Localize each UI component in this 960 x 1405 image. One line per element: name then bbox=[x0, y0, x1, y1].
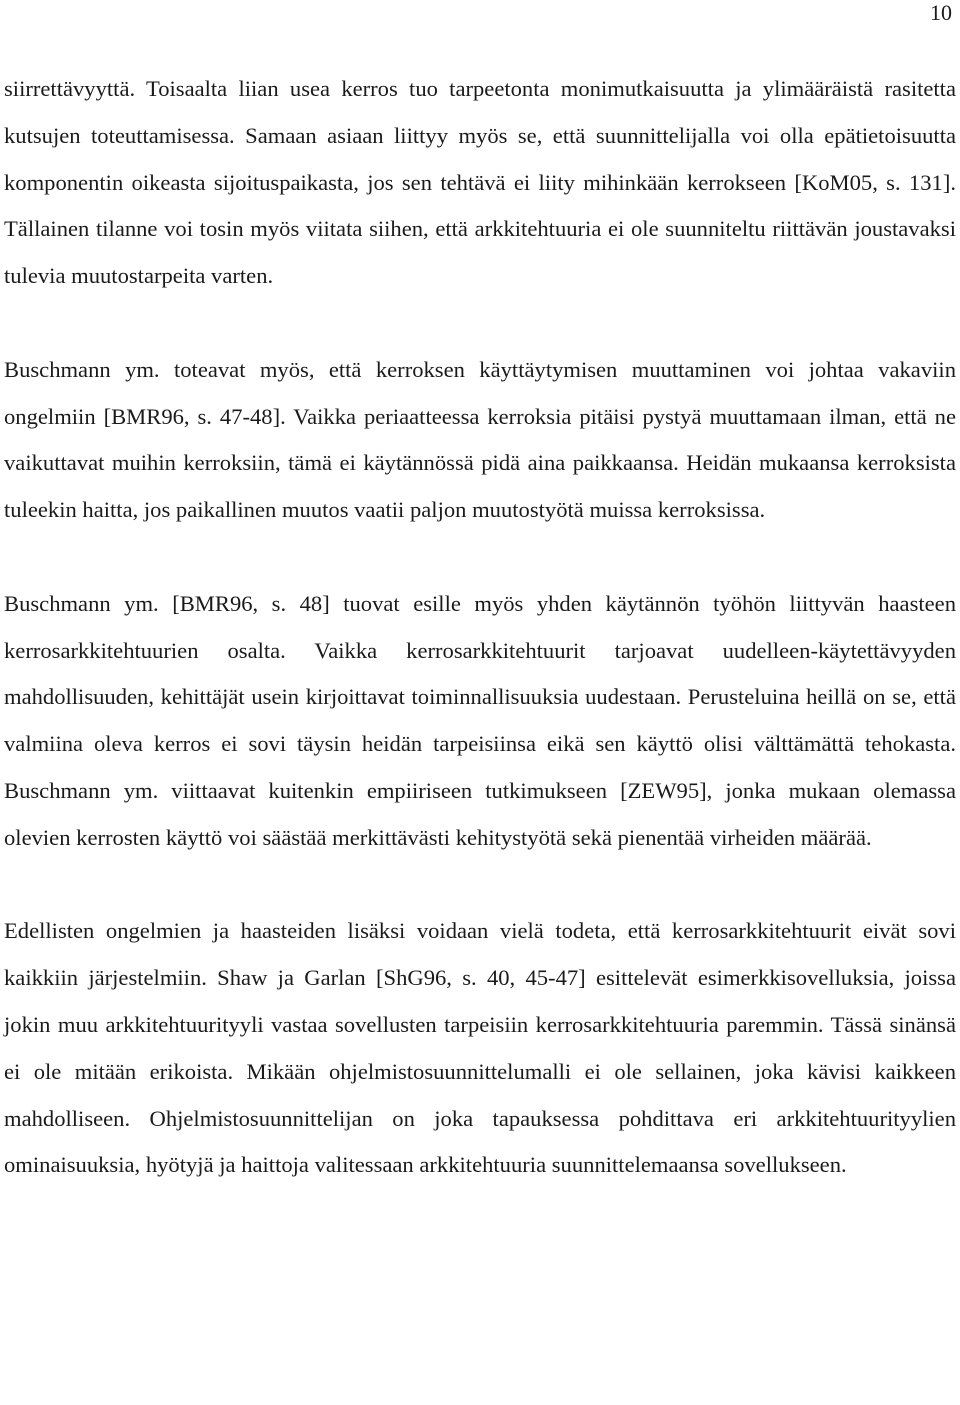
paragraph-gap bbox=[4, 300, 956, 347]
document-body bbox=[4, 66, 956, 1189]
paragraph-2: Buschmann ym. toteavat myös, että kerroksen käyttäytymisen muuttaminen voi johtaa vakaviin ongelmiin [BMR96, s. 47-48]. Vaikka periaatteessa kerroksia pitäisi pystyä muuttamaan ilman, että ne vaikuttavat muihin kerroksiin, tämä ei käytännössä pidä aina paikkaansa. Heidän mukaansa kerroksista tuleekin haitta, jos paikallinen muutos vaatii paljon muutostyötä muissa kerroksissa. bbox=[4, 356, 956, 523]
paragraph-4: Edellisten ongelmien ja haasteiden lisäksi voidaan vielä todeta, että kerrosarkkitehtuurit eivät sovi kaikkiin järjestelmiin. Shaw ja Garlan [ShG96, s. 40, 45-47] esittelevät esimerkkisovelluksia, joissa jokin muu arkkitehtuurityyli vastaa sovellusten tarpeisiin kerrosarkkitehtuuria paremmin. Tässä sinänsä ei ole mitään erikoista. Mikään ohjelmistosuunnittelumalli ei ole sellainen, joka kävisi kaikkeen mahdolliseen. Ohjelmistosuunnittelijan on joka tapauksessa pohdittava eri arkkitehtuurityylien ominaisuuksia, hyötyjä ja haittoja valitessaan arkkitehtuuria suunnittelemaansa sovellukseen. bbox=[4, 918, 956, 1178]
paragraph-1: siirrettävyyttä. Toisaalta liian usea kerros tuo tarpeetonta monimutkaisuutta ja ylimääräistä rasitetta kutsujen toteuttamisessa. Samaan asiaan liittyy myös se, että suunnittelijalla voi olla epätietoisuutta komponentin oikeasta sijoituspaikasta, jos sen tehtävä ei liity mihinkään kerrokseen [KoM05, s. 131]. Tällainen tilanne voi tosin myös viitata siihen, että arkkitehtuuria ei ole suunniteltu riittävän joustavaksi tulevia muutostarpeita varten. bbox=[4, 76, 956, 289]
paragraph-3: Buschmann ym. [BMR96, s. 48] tuovat esille myös yhden käytännön työhön liittyvän haasteen kerrosarkkitehtuurien osalta. Vaikka kerrosarkkitehtuurit tarjoavat uudelleen-käytettävyyden mahdollisuuden, kehittäjät usein kirjoittavat toiminnallisuuksia uudestaan. Perusteluina heillä on se, että valmiina oleva kerros ei sovi täysin heidän tarpeisiinsa eikä sen käyttö olisi välttämättä tehokasta. Buschmann ym. viittaavat kuitenkin empiiriseen tutkimukseen [ZEW95], jonka mukaan olemassa olevien kerrosten käyttö voi säästää merkittävästi kehitystyötä sekä pienentää virheiden määrää. bbox=[4, 590, 956, 850]
paragraph-gap bbox=[4, 862, 956, 909]
page-number: 10 bbox=[930, 0, 952, 25]
paragraph-gap bbox=[4, 534, 956, 581]
